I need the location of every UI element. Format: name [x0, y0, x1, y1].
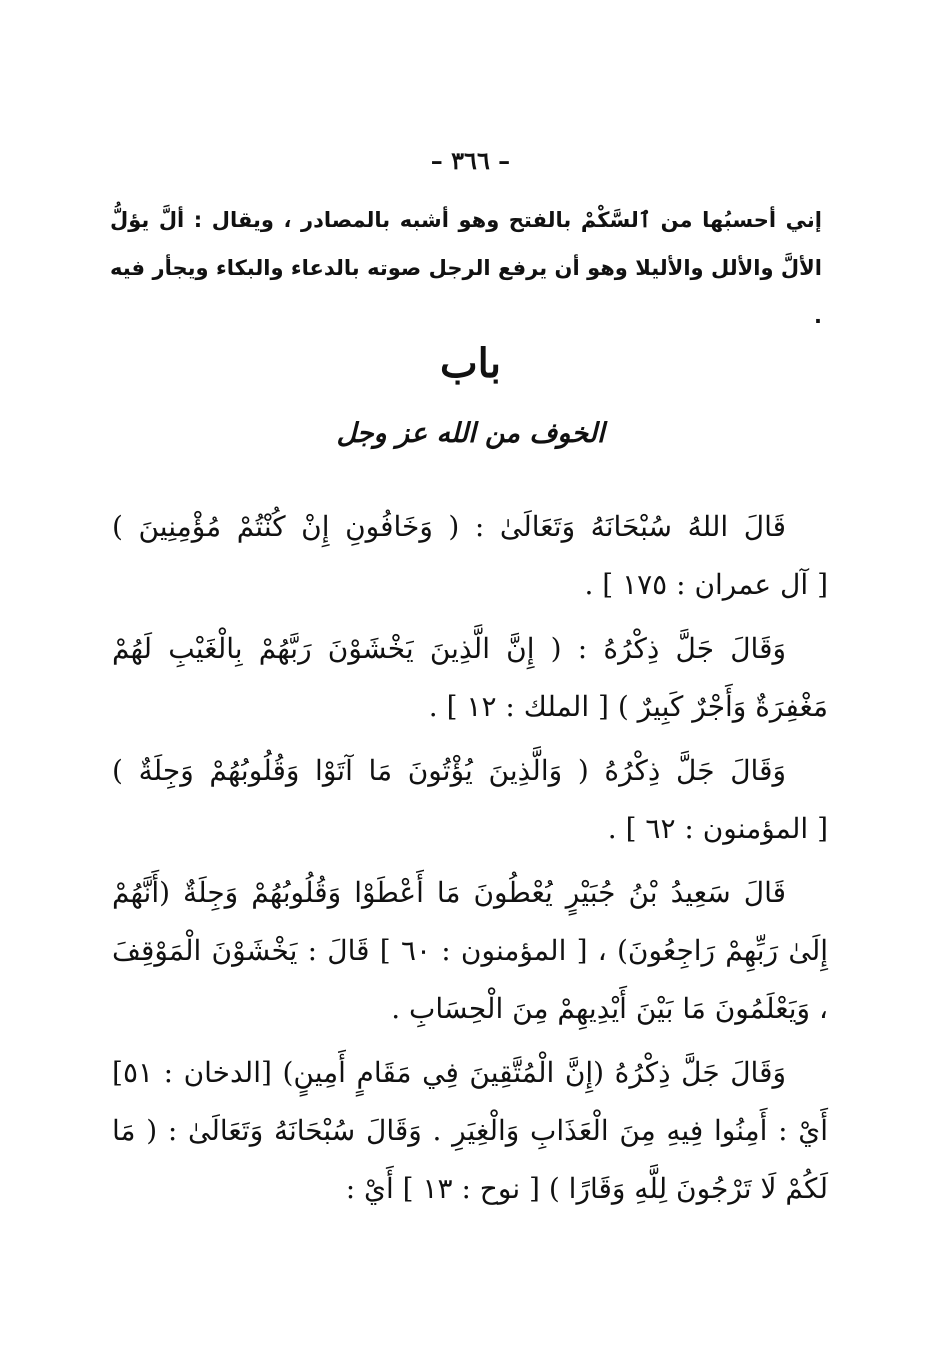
- paragraph: [112, 864, 828, 1038]
- paragraph: [112, 498, 828, 614]
- paragraph: [112, 742, 828, 858]
- paragraph: [112, 620, 828, 736]
- quran-reference: [ آل عمران : ١٧٥ ] .: [584, 568, 828, 601]
- paragraph-text: وَقَالَ جَلَّ ذِكْرُهُ (إِنَّ الْمُتَّقِينَ فِي مَقَامٍ أَمِينٍ) [الدخان : ٥١] أَيْ : أَمِنُوا فِيهِ مِنَ الْعَذَابِ وَالْغِيَرِ . وَقَالَ سُبْحَانَهُ وَتَعَالَىٰ : ( مَا لَكُمْ لَا تَرْجُونَ لِلَّهِ وَقَارًا ) [ نوح : ١٣ ] أَيْ :: [112, 1056, 828, 1205]
- paragraph-text: قَالَ سَعِيدُ بْنُ جُبَيْرٍ يُعْطُونَ مَا أَعْطَوْا وَقُلُوبُهُمْ وَجِلَةٌ (أَنَّهُمْ إِلَىٰ رَبِّهِمْ رَاجِعُونَ) ، [ المؤمنون : ٦٠ ] قَالَ : يَخْشَوْنَ الْمَوْقِفَ ، وَيَعْلَمُونَ مَا بَيْنَ أَيْدِيهِمْ مِنَ الْحِسَابِ .: [112, 876, 828, 1025]
- body-text: [112, 498, 828, 1224]
- quran-reference: [ المؤمنون : ٦٢ ] .: [607, 812, 828, 845]
- chapter-subtitle: الخوف من الله عز وجل: [336, 418, 605, 449]
- chapter-title: باب: [440, 340, 501, 387]
- footnote-text: إني أحسبُها من ٱلسَّكْمْ بالفتح وهو أشبه بالمصادر ، ويقال : ألَّ يؤلُّ الألَّ والألل والأليلا وهو أن يرفع الرجل صوته بالدعاء والبكاء ويجأر فيه .: [110, 208, 822, 328]
- paragraph-text: وَقَالَ جَلَّ ذِكْرُهُ ( وَالَّذِينَ يُؤْتُونَ مَا آتَوْا وَقُلُوبُهُمْ وَجِلَةٌ ): [112, 754, 786, 787]
- paragraph-text: قَالَ اللهُ سُبْحَانَهُ وَتَعَالَىٰ : ( وَخَافُونِ إِنْ كُنْتُمْ مُؤْمِنِينَ ): [112, 510, 786, 543]
- page-number: – ٣٦٦ –: [430, 146, 511, 175]
- paragraph: [112, 1044, 828, 1218]
- paragraph-text: وَقَالَ جَلَّ ذِكْرُهُ : ( إِنَّ الَّذِينَ يَخْشَوْنَ رَبَّهُمْ بِالْغَيْبِ لَهُمْ مَغْفِرَةٌ وَأَجْرٌ كَبِيرٌ ): [112, 632, 828, 723]
- quran-reference: [ الملك : ١٢ ] .: [428, 690, 609, 723]
